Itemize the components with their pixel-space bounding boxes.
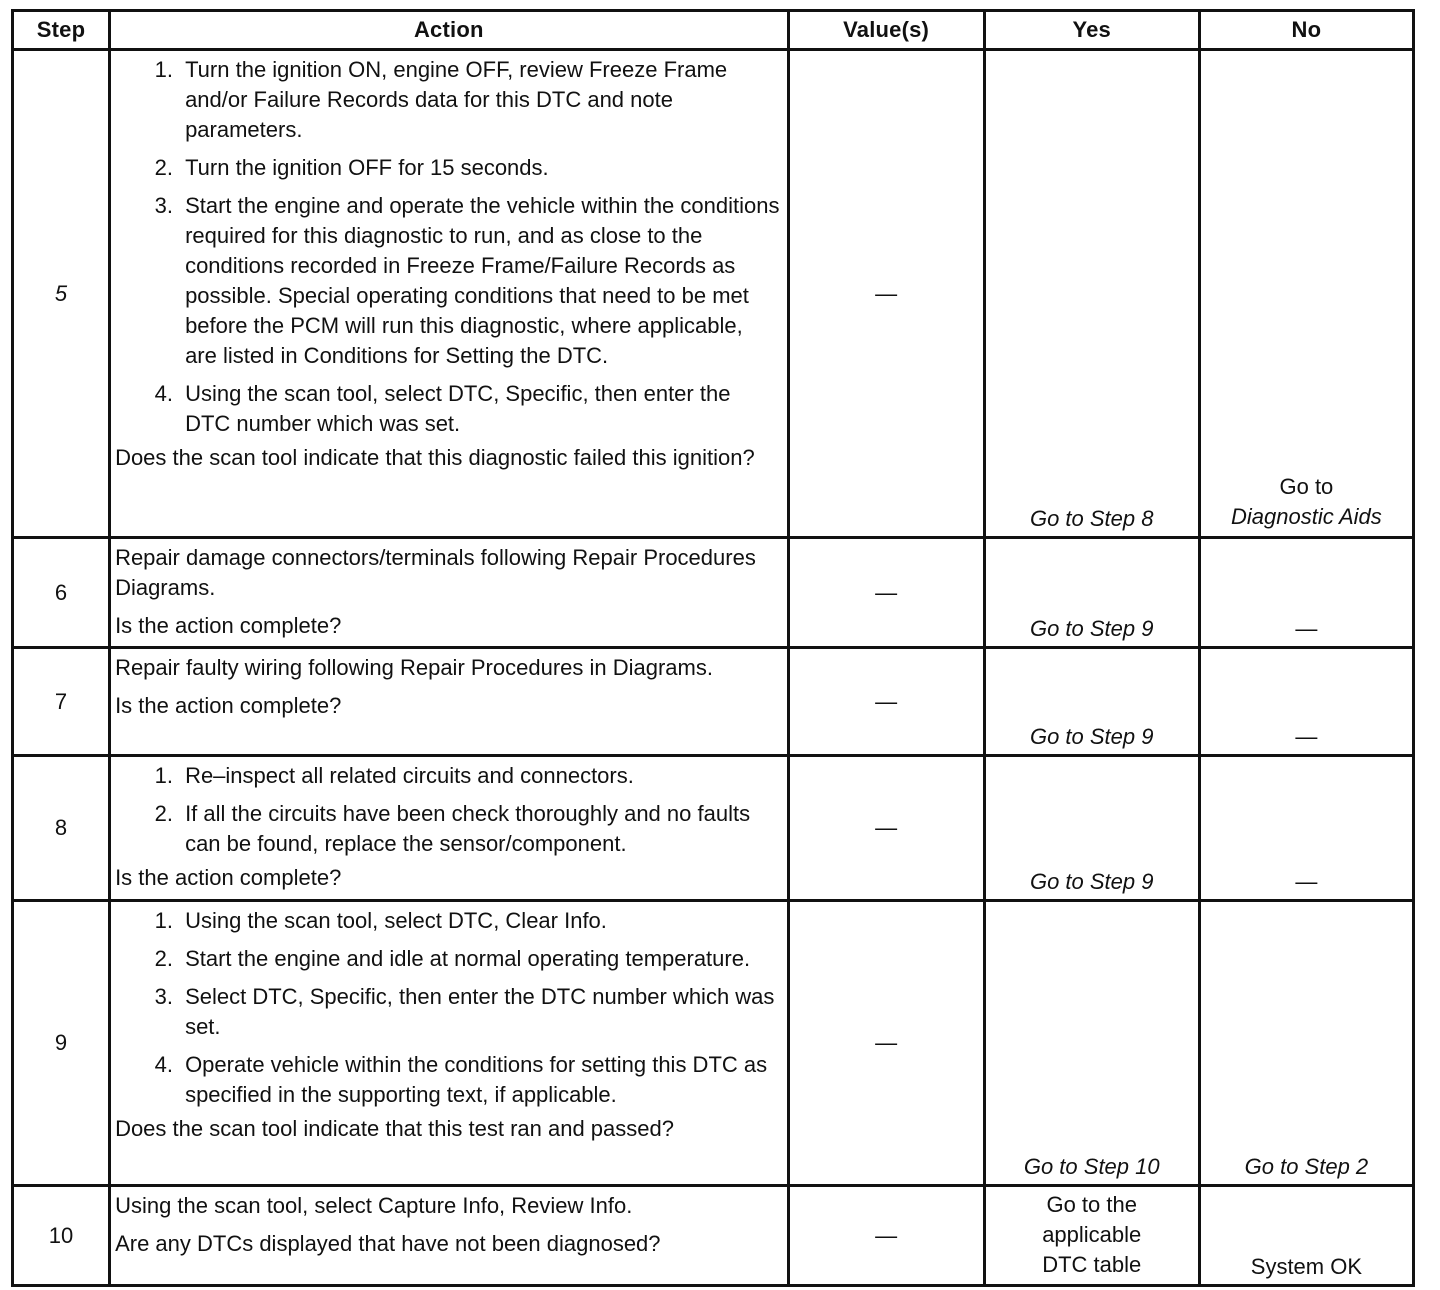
table-row-step-6 [13, 538, 1414, 648]
header-no: No [1199, 11, 1413, 50]
value-cell: — [788, 538, 984, 648]
value-cell: — [788, 756, 984, 901]
diagnostic-table [11, 9, 1415, 1287]
yes-cell: Go to Step 8 [984, 50, 1199, 538]
list-item: 3. Select DTC, Specific, then enter the DTC number which was set. [179, 982, 780, 1042]
list-item: 3. Start the engine and operate the vehicle within the conditions required for this diagnostic to run, and as close to the conditions recorded in Freeze Frame/Failure Records as possible. Special operating conditions that need to be met before the PCM will run this diagnostic, where applicable, are listed in Conditions for Setting the DTC. [179, 191, 780, 371]
table-row-step-10 [13, 1186, 1414, 1286]
action-cell [110, 648, 788, 756]
value-cell: — [788, 901, 984, 1186]
step-number: 8 [13, 756, 110, 901]
list-item: 4. Using the scan tool, select DTC, Specific, then enter the DTC number which was set. [179, 379, 780, 439]
action-text: Using the scan tool, select Capture Info, Review Info. [115, 1193, 633, 1218]
step-number: 5 [13, 50, 110, 538]
yes-cell-line: Go to the [1046, 1192, 1137, 1217]
list-item: 2. Start the engine and idle at normal operating temperature. [179, 944, 780, 974]
yes-cell-line: DTC table [1042, 1252, 1142, 1277]
list-item: 2. Turn the ignition OFF for 15 seconds. [179, 153, 780, 183]
list-item: 4. Operate vehicle within the conditions for setting this DTC as specified in the supporting text, if applicable. [179, 1050, 780, 1110]
no-cell: System OK [1199, 1186, 1413, 1286]
value-cell: — [788, 1186, 984, 1286]
action-cell [110, 50, 788, 538]
action-question: Is the action complete? [115, 865, 342, 890]
action-question: Does the scan tool indicate that this test ran and passed? [115, 1116, 674, 1141]
action-steps-list [115, 55, 780, 439]
list-item: 2. If all the circuits have been check thoroughly and no faults can be found, replace the sensor/component. [179, 799, 780, 859]
action-cell [110, 538, 788, 648]
action-cell [110, 756, 788, 901]
step-number: 6 [13, 538, 110, 648]
list-item: 1. Turn the ignition ON, engine OFF, review Freeze Frame and/or Failure Records data for this DTC and note parameters. [179, 55, 780, 145]
step-number: 10 [13, 1186, 110, 1286]
yes-cell [984, 1186, 1199, 1286]
action-steps-list [115, 761, 780, 859]
list-item: 1. Using the scan tool, select DTC, Clear Info. [179, 906, 780, 936]
action-cell [110, 1186, 788, 1286]
yes-cell: Go to Step 9 [984, 538, 1199, 648]
step-number: 7 [13, 648, 110, 756]
no-cell: — [1199, 538, 1413, 648]
no-cell: — [1199, 648, 1413, 756]
table-row-step-7 [13, 648, 1414, 756]
value-cell: — [788, 648, 984, 756]
table-row-step-9 [13, 901, 1414, 1186]
yes-cell: Go to Step 9 [984, 756, 1199, 901]
no-cell: — [1199, 756, 1413, 901]
action-text: Repair faulty wiring following Repair Procedures in Diagrams. [115, 655, 713, 680]
yes-cell: Go to Step 10 [984, 901, 1199, 1186]
yes-cell-line: applicable [1042, 1222, 1142, 1247]
action-question: Is the action complete? [115, 693, 342, 718]
no-cell [1199, 50, 1413, 538]
action-question: Does the scan tool indicate that this diagnostic failed this ignition? [115, 445, 755, 470]
no-cell-line: Go to [1279, 474, 1334, 499]
header-yes: Yes [984, 11, 1199, 50]
yes-cell: Go to Step 9 [984, 648, 1199, 756]
no-cell: Go to Step 2 [1199, 901, 1413, 1186]
action-question: Is the action complete? [115, 613, 342, 638]
list-item: 1. Re–inspect all related circuits and connectors. [179, 761, 780, 791]
table-row-step-5 [13, 50, 1414, 538]
header-row [13, 11, 1414, 50]
no-cell-link: Diagnostic Aids [1230, 504, 1382, 529]
action-text: Repair damage connectors/terminals following Repair Procedures Diagrams. [115, 545, 756, 600]
action-question: Are any DTCs displayed that have not been diagnosed? [115, 1231, 661, 1256]
header-step: Step [13, 11, 110, 50]
step-number: 9 [13, 901, 110, 1186]
header-action: Action [110, 11, 788, 50]
header-values: Value(s) [788, 11, 984, 50]
table-row-step-8 [13, 756, 1414, 901]
action-cell [110, 901, 788, 1186]
value-cell: — [788, 50, 984, 538]
action-steps-list [115, 906, 780, 1110]
